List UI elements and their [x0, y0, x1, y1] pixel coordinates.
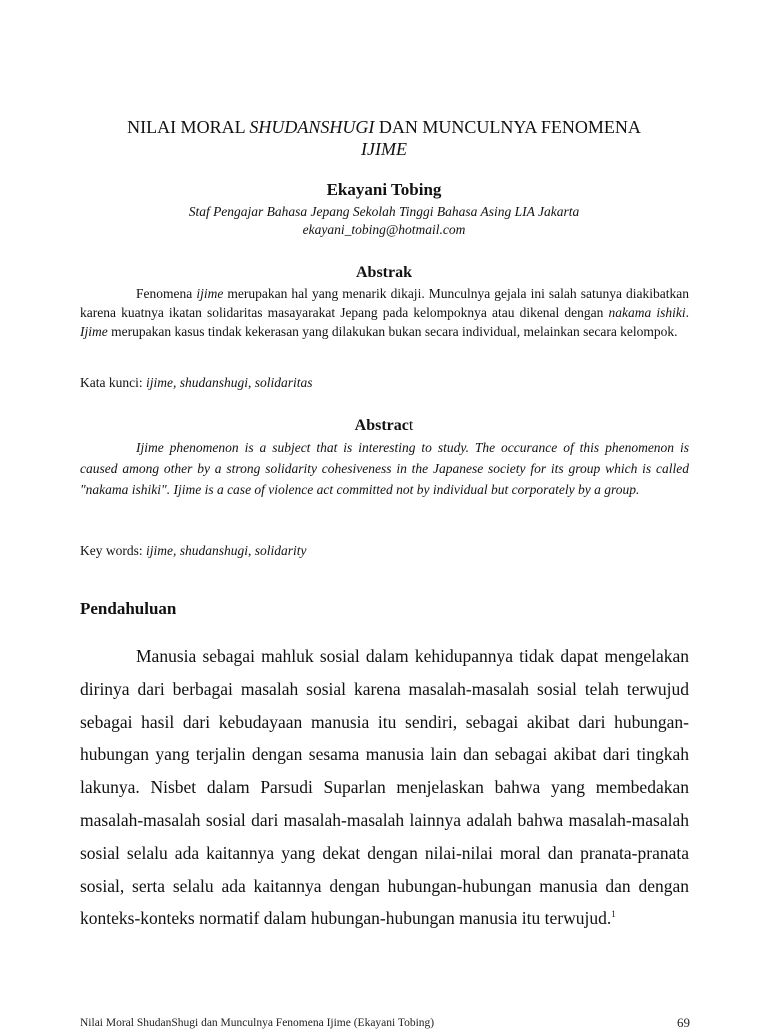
abstrak-text-3: . [685, 305, 689, 320]
abstrak-italic-nakama: nakama ishiki [608, 305, 686, 320]
kata-kunci-terms: ijime, shudanshugi [145, 375, 248, 390]
abstrak-text-4: merupakan kasus tindak kekerasan yang dilakukan bukan secara individual, melainkan secara kelompok. [107, 324, 678, 339]
body-paragraph-text: Manusia sebagai mahluk sosial dalam kehidupannya tidak dapat mengelakan dirinya dari berbagai masalah sosial karena masalah-masalah sosial telah terwujud sebagai hasil dari kebudayaan manusia itu sendiri, sebagai akibat dari hubungan-hubungan yang terjalin dengan sesama manusia lain dan sebagai akibat dari tingkah lakunya. Nisbet dalam Parsudi Suparlan menjelaskan bahwa yang membedakan masalah-masalah sosial dari masalah-masalah lainnya adalah bahwa masalah-masalah sosial selalu ada kaitannya yang dekat dengan nilai-nilai moral dan pranata-pranata sosial, serta selalu ada kaitannya dengan hubungan-hubungan manusia dan dengan konteks-konteks normatif dalam hubungan-hubungan manusia itu terwujud. [80, 646, 689, 929]
abstrak-text-2: merupakan hal yang menarik dikaji. Munculnya gejala ini salah satunya diakibatkan karena kuatnya ikatan solidaritas masayarakat Jepang pada kelompoknya atau dikenal dengan [80, 286, 689, 320]
body-paragraph [80, 640, 689, 935]
kata-kunci-last: solidaritas [254, 375, 313, 390]
abstract-heading [40, 416, 728, 436]
abstrak-text-1: Fenomena [136, 286, 197, 301]
footnote-marker[interactable]: 1 [611, 909, 616, 920]
title-text-2: DAN MUNCULNYA FENOMENA [374, 117, 641, 137]
key-words-sep: , [248, 543, 255, 558]
page-number: 69 [677, 1015, 690, 1030]
key-words [80, 542, 689, 560]
kata-kunci-sep: , [248, 375, 255, 390]
title-italic-ijime: IJIME [361, 139, 407, 159]
running-title: Nilai Moral ShudanShugi dan Munculnya Fenomena Ijime (Ekayani Tobing) [80, 1017, 435, 1029]
author-affiliation: Staf Pengajar Bahasa Jepang Sekolah Tinggi Bahasa Asing LIA Jakarta [188, 204, 580, 219]
author-name: Ekayani Tobing [326, 180, 442, 199]
abstract-paragraph: Ijime phenomenon is a subject that is interesting to study. The occurance of this phenomenon is caused among other by a strong solidarity cohesiveness in the Japanese society for its group which is called "nakama ishiki". Ijime is a case of violence act committed not by individual but corporately by a group. [80, 440, 689, 497]
key-words-label: Key words: [80, 543, 146, 558]
kata-kunci [80, 374, 689, 392]
abstrak-italic-ijime: ijime [196, 286, 224, 301]
title-italic-term: SHUDANSHUGI [249, 117, 375, 137]
author-affiliation-block [40, 203, 728, 239]
abstract-heading-last: t [408, 417, 414, 434]
section-heading: Pendahuluan [80, 599, 177, 618]
key-words-terms: ijime, shudanshugi [146, 543, 249, 558]
abstract-heading-main: Abstrac [354, 417, 409, 434]
abstrak-heading: Abstrak [355, 264, 412, 281]
paper-title [40, 116, 728, 160]
abstrak-italic-ijime-2: Ijime [80, 324, 108, 339]
key-words-last: solidarity [254, 543, 307, 558]
author-email: ekayani_tobing@hotmail.com [302, 222, 466, 237]
abstrak-paragraph [80, 284, 689, 341]
title-text-1: NILAI MORAL [127, 117, 250, 137]
kata-kunci-label: Kata kunci: [80, 375, 146, 390]
page-footer [80, 1016, 690, 1030]
